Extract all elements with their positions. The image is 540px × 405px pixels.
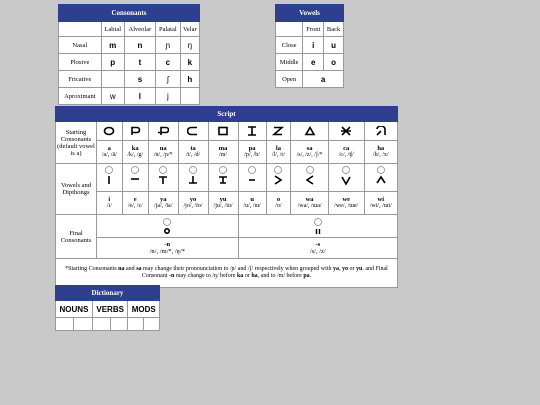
col-header: Front — [303, 22, 324, 37]
syllable-cell: ma /m/ — [208, 141, 238, 164]
vowel-glyph-wa-icon — [291, 164, 329, 192]
phoneme-cell: t — [124, 54, 155, 71]
dictionary-cell — [110, 318, 128, 331]
syllable-cell: sa /s/, /z/, /ʃ/* — [291, 141, 329, 164]
consonants-title: Consonants — [59, 5, 200, 22]
dictionary-table — [55, 285, 160, 331]
syllable-cell: i /i/ — [97, 192, 123, 215]
phoneme-cell — [180, 88, 199, 105]
row-header: Nasal — [59, 37, 102, 54]
phoneme-cell: ŋ — [180, 37, 199, 54]
col-header: Palatal — [156, 22, 181, 37]
script-table — [55, 106, 398, 288]
starting-consonants-label: Starting Consonants (default vowel is a) — [56, 122, 97, 164]
tab-nouns[interactable]: NOUNS — [56, 301, 93, 318]
vowels-dipthongs-label: Vowels and Dipthongs — [56, 164, 97, 215]
row-header: Middle — [276, 54, 303, 71]
pronunciation-note: *Starting Consonants na and sa may change their pronounciation to /ɲ/ and /ʃ/ respectively when grouped with ya, yo or yu. and Final Consonant -n may change to /ŋ/ before ka or ha, and to /m/ before pa. — [56, 259, 398, 288]
dictionary-cell — [56, 318, 74, 331]
phoneme-cell: m — [101, 37, 124, 54]
phoneme-cell: k — [180, 54, 199, 71]
vowel-glyph-i-icon — [97, 164, 123, 192]
phoneme-cell: j — [156, 88, 181, 105]
vowel-glyph-e-icon — [122, 164, 148, 192]
glyph-ta-icon — [178, 122, 208, 141]
consonants-table — [58, 4, 200, 105]
col-header: Velar — [180, 22, 199, 37]
glyph-ka-icon — [122, 122, 148, 141]
phoneme-cell — [101, 71, 124, 88]
phoneme-cell: ɲ — [156, 37, 181, 54]
phoneme-cell: ʃ — [156, 71, 181, 88]
dictionary-cell — [92, 318, 110, 331]
phoneme-cell: o — [324, 54, 344, 71]
final-consonants-label: Final Consonants — [56, 215, 97, 259]
phoneme-cell: p — [101, 54, 124, 71]
glyph-ha-icon — [364, 122, 397, 141]
syllable-cell: ca /c/, /ʧ/ — [328, 141, 364, 164]
glyph-a-icon — [97, 122, 123, 141]
row-header: Plosive — [59, 54, 102, 71]
vowel-glyph-yu-icon — [208, 164, 238, 192]
syllable-cell: ha /h/, /x/ — [364, 141, 397, 164]
glyph-ma-icon — [208, 122, 238, 141]
phoneme-cell: l — [124, 88, 155, 105]
vowel-glyph-ya-icon — [148, 164, 178, 192]
phoneme-cell: e — [303, 54, 324, 71]
col-header: Back — [324, 22, 344, 37]
syllable-cell: a /a/, /ä/ — [97, 141, 123, 164]
syllable-cell: wa /wa/, /ɯa/ — [291, 192, 329, 215]
phoneme-cell: s — [124, 71, 155, 88]
syllable-cell: ta /t/, /d/ — [178, 141, 208, 164]
phoneme-cell: u — [324, 37, 344, 54]
syllable-cell: la /l/, /r/ — [266, 141, 290, 164]
syllable-cell: yo /jo/, /ïo/ — [178, 192, 208, 215]
row-header: Fricative — [59, 71, 102, 88]
col-header: Labial — [101, 22, 124, 37]
syllable-cell: pa /p/, /b/ — [238, 141, 266, 164]
final-syllable-cell: -s /s/, /z/ — [238, 238, 397, 259]
final-glyph-n-icon — [97, 215, 239, 238]
glyph-sa-icon — [291, 122, 329, 141]
phoneme-cell: i — [303, 37, 324, 54]
glyph-na-icon — [148, 122, 178, 141]
phoneme-cell: n — [124, 37, 155, 54]
tab-verbs[interactable]: VERBS — [92, 301, 127, 318]
syllable-cell: e /e/, /ɛ/ — [122, 192, 148, 215]
vowel-glyph-yo-icon — [178, 164, 208, 192]
phoneme-cell: h — [180, 71, 199, 88]
syllable-cell: o /o/ — [266, 192, 290, 215]
dictionary-cell — [144, 318, 160, 331]
syllable-cell: ka /k/, /g/ — [122, 141, 148, 164]
glyph-la-icon — [266, 122, 290, 141]
vowels-table — [275, 4, 344, 88]
vowel-glyph-we-icon — [328, 164, 364, 192]
script-title: Script — [56, 107, 398, 122]
phoneme-cell: c — [156, 54, 181, 71]
syllable-cell: u /u/, /ɯ/ — [238, 192, 266, 215]
dictionary-cell — [74, 318, 92, 331]
phoneme-cell: a — [303, 71, 344, 88]
glyph-pa-icon — [238, 122, 266, 141]
row-header: Aproximant — [59, 88, 102, 105]
syllable-cell: ya /ja/, /ïa/ — [148, 192, 178, 215]
consonants-corner — [59, 22, 102, 37]
dictionary-cell — [128, 318, 144, 331]
glyph-ca-icon — [328, 122, 364, 141]
syllable-cell: na /n/, /ɲ/* — [148, 141, 178, 164]
vowels-corner — [276, 22, 303, 37]
col-header: Alveolar — [124, 22, 155, 37]
final-syllable-cell: -n /n/, /m/*, /ŋ/* — [97, 238, 239, 259]
row-header: Open — [276, 71, 303, 88]
vowels-title: Vowels — [276, 5, 344, 22]
final-glyph-s-icon — [238, 215, 397, 238]
vowel-glyph-o-icon — [266, 164, 290, 192]
vowel-glyph-u-icon — [238, 164, 266, 192]
vowel-glyph-wi-icon — [364, 164, 397, 192]
syllable-cell: wi /wi/, /ɯi/ — [364, 192, 397, 215]
row-header: Close — [276, 37, 303, 54]
dictionary-title: Dictionary — [56, 286, 160, 301]
tab-mods[interactable]: MODS — [128, 301, 160, 318]
syllable-cell: yu /ju/, /ïu/ — [208, 192, 238, 215]
syllable-cell: we /we/, /ɯe/ — [328, 192, 364, 215]
phoneme-cell: w — [101, 88, 124, 105]
